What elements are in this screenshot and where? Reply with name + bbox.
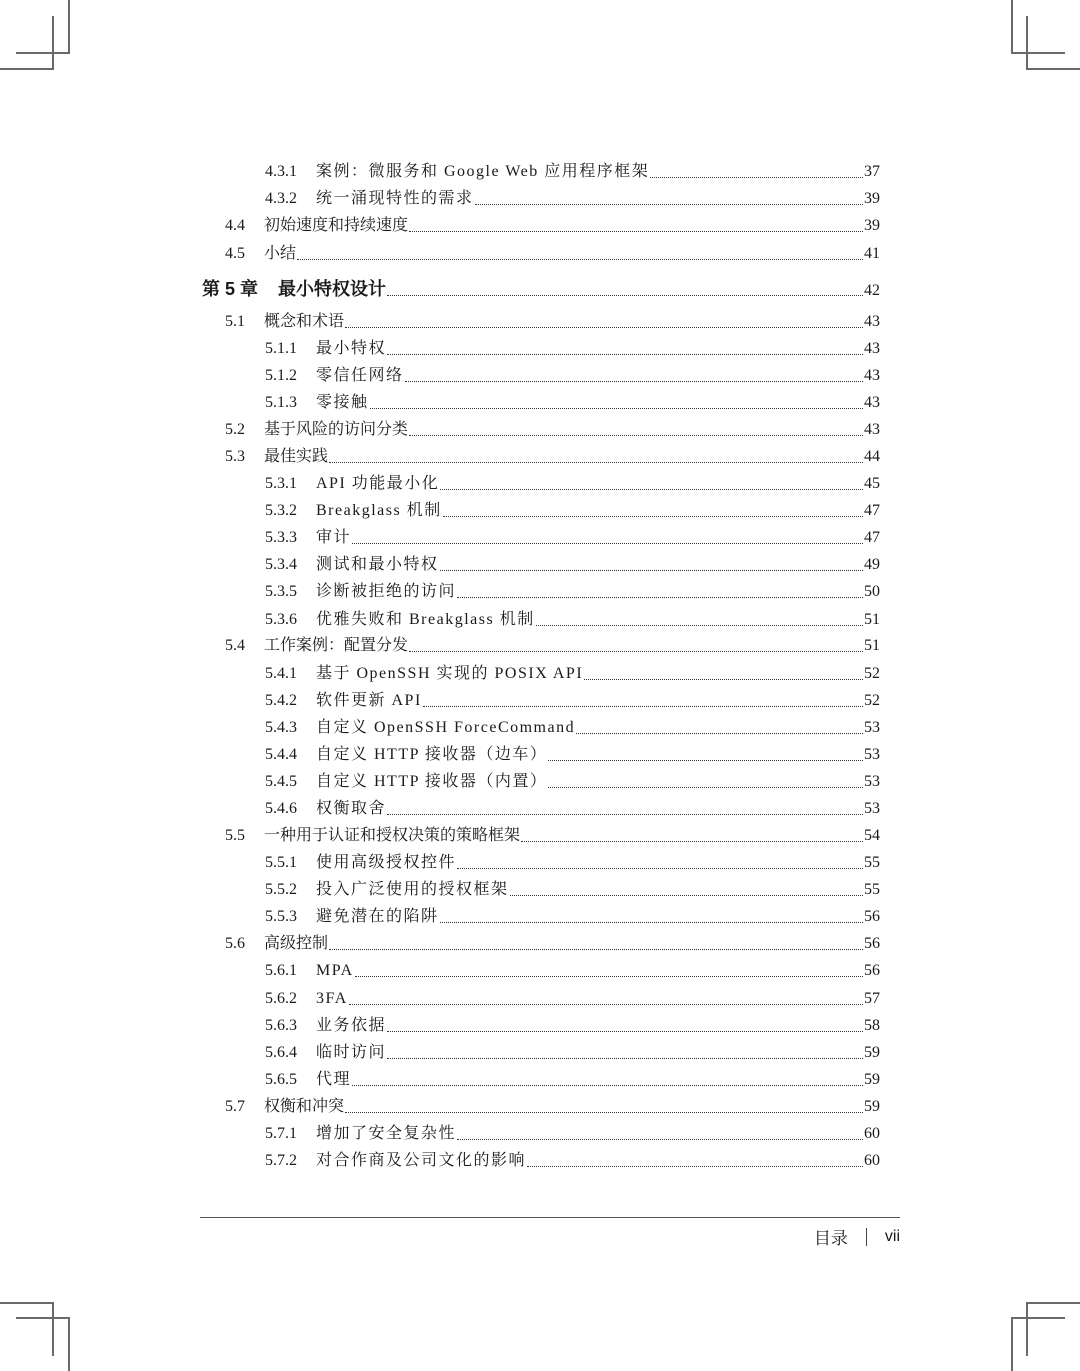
dot-leader [576,732,863,734]
toc-entry[interactable] [0,551,1080,578]
toc-entry-title: 案例：微服务和 Google Web 应用程序框架 [316,163,650,180]
toc-entry-title: 优雅失败和 Breakglass 机制 [316,611,535,628]
dot-leader [548,786,863,788]
toc-entry-line [264,1093,880,1120]
toc-entry-number: 5.6 [225,935,245,952]
toc-entry-title: 诊断被拒绝的访问 [316,583,457,600]
toc-entry[interactable] [0,768,1080,795]
toc-entry-number: 5.1 [225,313,245,330]
toc-entry-page: 47 [864,502,880,519]
toc-entry-line [278,276,880,303]
toc-entry-page: 43 [864,367,880,384]
toc-entry[interactable] [0,212,1080,239]
toc-entry-line [316,185,880,212]
toc-entry-line [316,606,880,633]
toc-entry-number: 5.4.1 [265,665,297,682]
dot-leader [387,294,863,296]
toc-entry-page: 43 [864,421,880,438]
toc-entry-number: 5.5.3 [265,908,297,925]
toc-entry-title: 最佳实践 [264,448,329,465]
toc-entry[interactable] [0,903,1080,930]
toc-entry-number: 5.6.5 [265,1071,297,1088]
toc-entry[interactable] [0,1066,1080,1093]
toc-entry-title: 基于 OpenSSH 实现的 POSIX API [316,665,584,682]
toc-entry-title: API 功能最小化 [316,475,440,492]
toc-entry[interactable] [0,578,1080,605]
toc-entry-title: 一种用于认证和授权决策的策略框架 [264,827,521,844]
toc-entry-title: 代理 [316,1071,352,1088]
toc-entry-title: 自定义 OpenSSH ForceCommand [316,719,576,736]
toc-entry[interactable] [0,497,1080,524]
toc-entry-number: 4.5 [225,245,245,262]
crop-mark-top-left [68,0,70,53]
dot-leader [584,678,863,680]
dot-leader [510,894,863,896]
toc-entry-number: 5.7.1 [265,1125,297,1142]
toc-entry-title: 最小特权 [316,340,387,357]
toc-entry-line [264,308,880,335]
toc-entry-number: 5.7 [225,1098,245,1115]
toc-entry-line [316,335,880,362]
toc-entry-title: 审计 [316,529,352,546]
toc-entry-line [316,551,880,578]
crop-mark-bottom-right [1026,1302,1028,1356]
toc-entry[interactable] [0,1120,1080,1147]
toc-entry-line [316,389,880,416]
toc-entry-page: 59 [864,1044,880,1061]
dot-leader [345,1111,863,1113]
toc-entry-page: 60 [864,1125,880,1142]
toc-entry-line [316,876,880,903]
toc-entry-number: 5.6.4 [265,1044,297,1061]
toc-entry[interactable] [0,660,1080,687]
toc-entry[interactable] [0,524,1080,551]
toc-entry-line [316,849,880,876]
toc-entry-number: 5.3 [225,448,245,465]
dot-leader [457,1138,863,1140]
toc-entry-number: 5.3.4 [265,556,297,573]
dot-leader [297,258,863,260]
dot-leader [387,1030,863,1032]
footer-separator [866,1228,867,1246]
toc-entry-line [264,416,880,443]
toc-entry[interactable] [0,985,1080,1012]
dot-leader [387,813,863,815]
toc-entry-line [316,957,880,984]
toc-entry-title: 临时访问 [316,1044,387,1061]
toc-entry[interactable] [0,389,1080,416]
toc-entry-number: 4.3.1 [265,163,297,180]
toc-entry-page: 59 [864,1098,880,1115]
toc-entry[interactable] [0,687,1080,714]
crop-mark-top-right [1011,52,1065,54]
dot-leader [443,515,863,517]
toc-entry-title: 使用高级授权控件 [316,854,457,871]
toc-entry[interactable] [0,632,1080,659]
toc-entry-line [316,687,880,714]
toc-entry-page: 55 [864,881,880,898]
toc-entry-title: 3FA [316,990,348,1007]
toc-entry-line [316,362,880,389]
toc-entry-page: 43 [864,394,880,411]
dot-leader [457,867,863,869]
toc-entry-title: 自定义 HTTP 接收器（边车） [316,746,548,763]
toc-entry-title: 软件更新 API [316,692,422,709]
toc-entry-line [316,741,880,768]
toc-entry-page: 57 [864,990,880,1007]
toc-entry-page: 53 [864,719,880,736]
toc-entry[interactable] [0,470,1080,497]
dot-leader [440,569,863,571]
toc-entry-title: 高级控制 [264,935,329,952]
toc-entry-line [264,212,880,239]
dot-leader [521,840,863,842]
toc-entry-page: 43 [864,313,880,330]
toc-entry-page: 58 [864,1017,880,1034]
dot-leader [387,1057,863,1059]
toc-entry-title: 初始速度和持续速度 [264,217,409,234]
toc-entry[interactable] [0,714,1080,741]
toc-entry-line [316,903,880,930]
toc-entry-number: 4.3.2 [265,190,297,207]
toc-entry-title: 投入广泛使用的授权框架 [316,881,509,898]
toc-entry-number: 第 5 章 [202,279,259,299]
toc-entry-number: 5.4.3 [265,719,297,736]
toc-entry-line [264,240,880,267]
toc-entry-page: 54 [864,827,880,844]
toc-chapter-entry[interactable] [0,276,1080,303]
toc-entry-line [316,1120,880,1147]
toc-entry-page: 44 [864,448,880,465]
toc-entry-line [264,443,880,470]
toc-entry-page: 45 [864,475,880,492]
toc-entry-line [316,714,880,741]
toc-entry-title: 统一涌现特性的需求 [316,190,474,207]
toc-entry[interactable] [0,1093,1080,1120]
toc-entry-page: 59 [864,1071,880,1088]
toc-entry-line [316,524,880,551]
crop-mark-bottom-right [1011,1317,1013,1371]
toc-entry-line [264,632,880,659]
toc-entry-number: 5.1.2 [265,367,297,384]
toc-entry-line [316,1147,880,1174]
toc-entry-line [316,470,880,497]
toc-entry-title: 测试和最小特权 [316,556,439,573]
toc-entry-line [316,497,880,524]
toc-entry-number: 5.4 [225,637,245,654]
dot-leader [370,407,863,409]
toc-entry[interactable] [0,957,1080,984]
toc-entry-page: 39 [864,190,880,207]
dot-leader [355,975,863,977]
dot-leader [345,326,863,328]
dot-leader [329,461,863,463]
dot-leader [527,1165,863,1167]
toc-entry-title: 权衡和冲突 [264,1098,345,1115]
toc-entry-number: 5.5.1 [265,854,297,871]
toc-entry[interactable] [0,930,1080,957]
toc-entry-page: 42 [864,282,880,299]
toc-entry-number: 5.6.1 [265,962,297,979]
crop-mark-top-right [1011,0,1013,53]
toc-entry-number: 5.7.2 [265,1152,297,1169]
toc-entry-line [264,822,880,849]
toc-entry-line [316,660,880,687]
toc-entry[interactable] [0,185,1080,212]
toc-entry[interactable] [0,1147,1080,1174]
toc-entry-number: 5.3.5 [265,583,297,600]
dot-leader [440,921,863,923]
toc-entry-line [316,158,880,185]
toc-entry-title: 概念和术语 [264,313,345,330]
crop-mark-top-right [1027,68,1080,70]
footer-rule [200,1217,900,1218]
crop-mark-bottom-left [68,1317,70,1371]
toc-entry-title: 权衡取舍 [316,800,387,817]
toc-entry-page: 37 [864,163,880,180]
toc-entry-line [316,1039,880,1066]
dot-leader [409,230,863,232]
toc-entry-line [316,1066,880,1093]
toc-entry-page: 39 [864,217,880,234]
dot-leader [409,650,863,652]
toc-entry[interactable] [0,416,1080,443]
crop-mark-bottom-left [0,1302,53,1304]
toc-entry-title: 小结 [264,245,297,262]
toc-entry[interactable] [0,876,1080,903]
toc-entry-page: 47 [864,529,880,546]
toc-entry-page: 52 [864,665,880,682]
page-footer [814,1224,900,1249]
crop-mark-top-left [16,52,70,54]
toc-entry-number: 5.4.2 [265,692,297,709]
toc-entry-title: Breakglass 机制 [316,502,442,519]
toc-entry-page: 41 [864,245,880,262]
toc-entry-line [264,930,880,957]
toc-entry[interactable] [0,240,1080,267]
dot-leader [352,1084,863,1086]
dot-leader [409,434,863,436]
crop-mark-bottom-left [52,1302,54,1356]
toc-entry-number: 5.3.2 [265,502,297,519]
dot-leader [440,488,863,490]
toc-entry-number: 5.3.1 [265,475,297,492]
crop-mark-bottom-left [16,1317,70,1319]
toc-entry[interactable] [0,308,1080,335]
toc-entry-number: 5.4.6 [265,800,297,817]
toc-entry-line [316,1012,880,1039]
dot-leader [650,176,863,178]
toc-entry-page: 52 [864,692,880,709]
crop-mark-bottom-right [1011,1317,1065,1319]
toc-entry[interactable] [0,443,1080,470]
dot-leader [475,203,863,205]
toc-entry-title: 零接触 [316,394,369,411]
dot-leader [548,759,863,761]
footer-section-label: 目录 [813,1229,848,1248]
toc-entry-line [316,578,880,605]
toc-entry-title: 避免潜在的陷阱 [316,908,439,925]
toc-entry[interactable] [0,158,1080,185]
toc-entry-page: 56 [864,935,880,952]
toc-entry-number: 5.6.2 [265,990,297,1007]
toc-entry-line [316,985,880,1012]
toc-entry-page: 53 [864,773,880,790]
toc-entry-page: 56 [864,908,880,925]
toc-entry[interactable] [0,822,1080,849]
toc-entry[interactable] [0,1039,1080,1066]
toc-entry-number: 5.2 [225,421,245,438]
toc-entry-page: 55 [864,854,880,871]
toc-entry[interactable] [0,362,1080,389]
toc-entry[interactable] [0,606,1080,633]
toc-entry-number: 4.4 [225,217,245,234]
crop-mark-top-left [0,68,53,70]
footer-page-number: vii [884,1227,900,1245]
crop-mark-top-right [1026,16,1028,70]
toc-entry-page: 60 [864,1152,880,1169]
toc-entry-page: 49 [864,556,880,573]
toc-entry-title: 自定义 HTTP 接收器（内置） [316,773,548,790]
toc-entry[interactable] [0,741,1080,768]
crop-mark-top-left [52,16,54,70]
toc-entry-page: 53 [864,800,880,817]
dot-leader [423,705,863,707]
toc-entry-number: 5.5 [225,827,245,844]
toc-entry-number: 5.4.4 [265,746,297,763]
toc-entry-number: 5.4.5 [265,773,297,790]
dot-leader [405,380,863,382]
toc-entry-title: 基于风险的访问分类 [264,421,409,438]
dot-leader [457,596,863,598]
toc-entry-title: 增加了安全复杂性 [316,1125,457,1142]
toc-entry-title: 零信任网络 [316,367,404,384]
toc-entry-number: 5.3.6 [265,611,297,628]
toc-entry[interactable] [0,795,1080,822]
toc-entry-page: 53 [864,746,880,763]
toc-entry[interactable] [0,1012,1080,1039]
toc-entry[interactable] [0,335,1080,362]
toc-entry-title: 工作案例：配置分发 [264,637,409,654]
toc-entry-page: 51 [864,611,880,628]
toc-entry-page: 56 [864,962,880,979]
toc-entry-number: 5.1.1 [265,340,297,357]
toc-entry-title: 对合作商及公司文化的影响 [316,1152,527,1169]
toc-entry-number: 5.3.3 [265,529,297,546]
toc-entry-number: 5.6.3 [265,1017,297,1034]
toc-entry-title: 最小特权设计 [278,279,386,299]
dot-leader [352,542,863,544]
dot-leader [387,353,863,355]
toc-entry-page: 51 [864,637,880,654]
toc-entry-number: 5.5.2 [265,881,297,898]
dot-leader [536,624,863,626]
toc-entry-line [316,795,880,822]
toc-entry-line [316,768,880,795]
toc-entry-page: 43 [864,340,880,357]
toc-entry-number: 5.1.3 [265,394,297,411]
toc-entry-title: MPA [316,962,354,979]
toc-entry-title: 业务依据 [316,1017,387,1034]
dot-leader [349,1003,863,1005]
crop-mark-bottom-right [1027,1302,1080,1304]
toc-entry[interactable] [0,849,1080,876]
dot-leader [329,948,863,950]
toc-entry-page: 50 [864,583,880,600]
